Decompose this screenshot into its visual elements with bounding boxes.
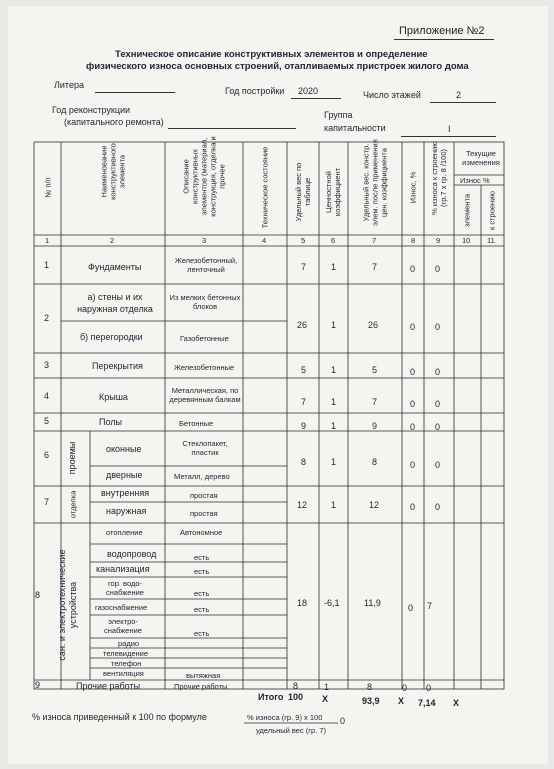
header-wear-building: % износа к строению (гр.7 х гр. 8 /100) [430,141,448,215]
row8-c8: 0 [408,603,414,613]
row7-group: отделка [68,490,78,519]
row4-c9: 0 [435,399,441,409]
row2-name-a: а) стены и их наружная отделка [77,292,153,314]
header-element: элемента [462,193,472,228]
row3-desc: Железобетонные [174,363,235,372]
floors-label: Число этажей [363,90,421,100]
row1-c7: 7 [372,262,378,272]
colnum-2: 2 [110,236,115,245]
row6-c8: 0 [410,460,416,470]
header-state: Техническое состояние [260,146,270,229]
row7-c6: 1 [331,500,337,510]
row7-num: 7 [44,497,50,507]
row6-c5: 8 [301,457,307,467]
reconstruction-label-2: (капитального ремонта) [64,117,164,127]
header-weight: Удельный вес по таблице [294,162,312,222]
row2-c9: 0 [435,322,441,332]
row7-desc-b: простая [190,509,218,518]
group-value: I [448,124,451,134]
row8-group: сан. и электротехнические устройства [57,549,78,661]
row9-c8: 0 [402,683,408,693]
row2-desc-b: Газобетонные [180,334,229,343]
row5-name: Полы [99,417,122,427]
header-desc: Описание конструктивных элементов (материал, конструкция, отделка и прочее [181,136,227,217]
appendix-label: Приложение №2 [399,25,485,37]
row8-item-heating-desc: Автономное [180,528,223,537]
row4-c7: 7 [372,397,378,407]
row2-desc-a: Из мелких бетонных блоков [169,293,241,311]
row2-c6: 1 [331,320,337,330]
colnum-1: 1 [45,236,50,245]
row3-num: 3 [44,360,50,370]
formula-denominator: удельный вес (гр. 7) [256,726,327,735]
row6-num: 6 [44,450,50,460]
row4-desc: Металлическая, по деревянным балкам [169,386,241,404]
row9-desc: Прочие работы [174,682,228,691]
floors-value: 2 [456,90,462,100]
row9-c9: 0 [426,683,432,693]
row4-num: 4 [44,391,50,401]
row8-item-electric: электро-снабжение [104,617,142,635]
row8-item-water: водопровод [107,549,157,559]
header-coef: Ценностной коэффициент [324,167,342,217]
title-line-1: Техническое описание конструктивных элементов и определение [115,49,428,60]
row2-c8: 0 [410,322,416,332]
totals-c10: X [453,698,460,708]
colnum-10: 10 [462,236,471,245]
table-grid [8,6,548,764]
row1-name: Фундаменты [88,262,142,272]
row5-num: 5 [44,416,50,426]
totals-c8: X [398,696,405,706]
row1-num: 1 [44,260,50,270]
litera-label: Литера [54,80,84,90]
row8-item-tv: телевидение [103,649,149,658]
row8-c6: -6,1 [324,598,340,608]
row6-name-a: оконные [106,444,142,454]
row2-c5: 26 [297,320,308,330]
row5-c5: 9 [301,421,307,431]
row8-item-radio: радио [118,639,140,648]
colnum-5: 5 [301,236,306,245]
row3-c6: 1 [331,365,337,375]
year-built-value: 2020 [298,86,319,96]
header-wear-pct: Износ % [460,176,490,185]
header-name: Наименование конструктивного элемента [99,143,127,200]
row8-item-hotwater: гор. водо-снабжение [106,579,144,597]
totals-c9: 7,14 [418,698,436,708]
row8-item-electric-desc: есть [194,629,210,638]
row6-name-b: дверные [106,470,143,480]
row3-name: Перекрытия [92,361,143,371]
row2-num: 2 [44,313,50,323]
row8-item-ventilation-desc: вытяжная [186,671,221,680]
row2-c7: 26 [368,320,379,330]
row8-item-sewage-desc: есть [194,567,210,576]
row8-c5: 18 [297,598,308,608]
row3-c8: 0 [410,367,416,377]
reconstruction-label-1: Год реконструкции [52,105,131,115]
totals-c7: 93,9 [362,696,380,706]
row6-desc-a: Стеклопакет, пластик [182,439,228,457]
row8-item-water-desc: есть [194,553,210,562]
header-num: № п/п [43,177,53,198]
colnum-8: 8 [411,236,416,245]
row3-c9: 0 [435,367,441,377]
row8-item-hotwater-desc: есть [194,589,210,598]
row6-c6: 1 [331,457,337,467]
header-current-changes: Текущие изменения [462,149,500,167]
row8-item-heating: отопление [106,528,143,537]
row8-item-phone: телефон [111,659,142,668]
totals-label: Итого [258,692,284,702]
row8-c7: 11,9 [364,598,381,608]
formula-numerator: % износа (гр. 9) х 100 [247,713,323,722]
row9-num: 9 [35,680,41,690]
colnum-3: 3 [202,236,207,245]
row5-c6: 1 [331,421,337,431]
row9-c6: 1 [324,682,330,692]
row1-c6: 1 [331,262,337,272]
row4-name: Крыша [99,392,128,402]
colnum-11: 11 [487,236,495,245]
row6-c9: 0 [435,460,441,470]
row1-c5: 7 [301,262,307,272]
totals-c6: X [322,694,329,704]
row3-c5: 5 [301,365,307,375]
row7-c8: 0 [410,502,416,512]
row7-name-b: наружная [106,506,147,516]
row8-item-gas-desc: есть [194,605,210,614]
formula-result: 0 [340,716,346,726]
row7-name-a: внутренняя [101,488,150,498]
row6-group: проемы [67,441,77,475]
colnum-6: 6 [331,236,336,245]
group-label-2: капитальности [324,123,386,133]
header-wear: Износ, % [408,171,418,204]
title-line-2: физического износа основных строений, отапливаемых пристроек жилого дома [86,61,469,72]
group-label-1: Группа [324,110,353,120]
row6-desc-b: Металл, дерево [174,472,230,481]
totals-c5: 100 [288,692,304,702]
row8-item-ventilation: вентиляция [103,669,144,678]
row5-c8: 0 [410,422,416,432]
header-weight-after: Удельный вес. констр. элем. после применения цен. коэффициента [361,139,389,226]
row5-c7: 9 [372,421,378,431]
year-built-label: Год постройки [225,86,285,96]
row5-desc: Бетонные [179,419,214,428]
header-building: к строению [487,190,497,231]
row1-c9: 0 [435,264,441,274]
row7-desc-a: простая [190,491,218,500]
row4-c5: 7 [301,397,307,407]
colnum-4: 4 [262,236,267,245]
row1-c8: 0 [410,264,416,274]
row6-c7: 8 [372,457,378,467]
row4-c6: 1 [331,397,337,407]
row8-item-gas: газоснабжение [95,603,148,612]
colnum-7: 7 [372,236,377,245]
row9-c5: 8 [293,681,299,691]
row8-c9: 7 [427,601,433,611]
row1-desc: Железобетонный, ленточный [174,256,238,274]
row3-c7: 5 [372,365,378,375]
colnum-9: 9 [436,236,441,245]
row7-c5: 12 [297,500,308,510]
document-page [8,6,548,764]
row7-c7: 12 [369,500,380,510]
row8-item-sewage: канализация [96,564,150,574]
row4-c8: 0 [410,399,416,409]
row8-num: 8 [35,590,41,600]
row5-c9: 0 [435,422,441,432]
row9-name: Прочие работы [76,681,141,691]
row7-c9: 0 [435,502,441,512]
formula-label: % износа приведенный к 100 по формуле [32,712,207,722]
row2-name-b: б) перегородки [80,332,143,342]
row9-c7: 8 [367,682,373,692]
